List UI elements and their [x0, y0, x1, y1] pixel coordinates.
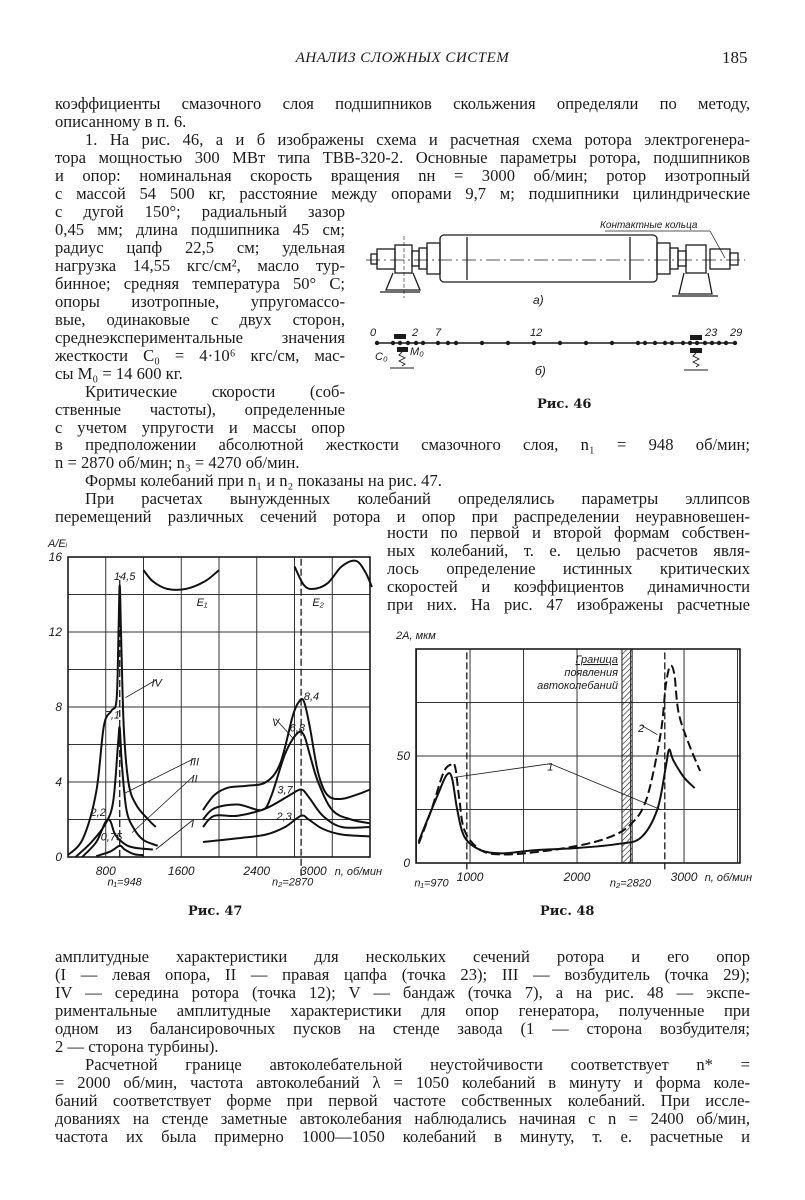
- text-line: При расчетах вынужденных колебаний определялись параметры эллипсов: [85, 489, 750, 508]
- data-annotation: 3,7: [277, 784, 293, 797]
- text-line: риментальные амплитудные характеристики для опор генератора, полученные при: [55, 1001, 750, 1020]
- data-annotation: 8,4: [303, 690, 320, 703]
- data-annotation: 7,1: [104, 709, 121, 722]
- paragraph-block-bottom: [55, 948, 750, 1146]
- text-line: среднеэкспериментальные значения: [55, 328, 345, 347]
- text-line: Критические скорости (соб-: [85, 382, 345, 401]
- text-line: частота их была примерно 1000—1050 колебаний в минуту, т. е. расчетные и: [55, 1127, 750, 1146]
- text-line: дованиях на стенде заметные автоколебания наблюдались начиная с n = 2400 об/мин,: [55, 1109, 750, 1128]
- text-line: вые, одинаковые с двух сторон,: [55, 310, 345, 329]
- node-label: 23: [705, 327, 718, 339]
- y-tick-label: 0: [55, 850, 62, 864]
- text-line: n = 2870 об/мин; n₃ = 4270 об/мин.: [55, 453, 300, 472]
- x-tick-label: 3000: [670, 870, 698, 884]
- data-annotation: III: [189, 756, 200, 769]
- right-spring-icon: [693, 353, 699, 367]
- leader-line: [132, 775, 194, 832]
- text-line: = 2000 об/мин, частота автоколебаний λ = 1050 колебаний в минуту и форма коле-: [55, 1073, 750, 1092]
- boundary-label: появления: [564, 667, 618, 679]
- y-tick-label: 4: [55, 775, 62, 789]
- text-line: ственные частоты), определенные: [55, 400, 345, 419]
- right-pedestal: [679, 273, 712, 294]
- x-tick-label: 1600: [167, 864, 195, 878]
- text-line: ности по первой и второй формам собствен-: [387, 523, 750, 542]
- x-axis-label: n, об/мин: [704, 872, 752, 884]
- data-annotation: E₂: [312, 597, 324, 609]
- text-line: и опор: номинальная скорость вращения nн = 3000 об/мин; ротор изотропный: [55, 166, 750, 185]
- data-annotation: I: [191, 818, 195, 831]
- data-annotation: n₁=970: [414, 877, 449, 890]
- text-line: 0,45 мм; длина подшипника 45 см;: [55, 220, 345, 239]
- text-line: опоры изотропные, упругомассо-: [55, 292, 345, 311]
- text-line: одном из балансировочных пусков на стенде завода (1 — сторона возбудителя;: [55, 1019, 750, 1038]
- text-line: Формы колебаний при n₁ и n₂ показаны на рис. 47.: [85, 471, 442, 490]
- leader-line: [454, 764, 550, 778]
- text-line: тора мощностью 300 МВт типа ТВВ-320-2. Основные параметры ротора, подшипников: [55, 148, 750, 167]
- running-header: АНАЛИЗ СЛОЖНЫХ СИСТЕМ: [295, 50, 510, 66]
- y-tick-label: 50: [396, 749, 410, 763]
- figure-46-caption: Рис. 46: [537, 397, 592, 412]
- text-line: с массой 54 500 кг, расстояние между опорами 9,7 м; подшипники цилиндрические: [55, 184, 750, 203]
- text-line: 1. На рис. 46, а и б изображены схема и расчетная схема ротора электрогенера-: [85, 130, 750, 149]
- text-line: описанному в п. 6.: [55, 112, 187, 131]
- text-line: коэффициенты смазочного слоя подшипников скольжения определяли по методу,: [55, 94, 750, 113]
- text-line: с учетом упругости и массы опор: [55, 418, 345, 437]
- text-line: перемещений различных сечений ротора и опор при распределении неуравновешен-: [55, 507, 750, 526]
- text-line: при них. На рис. 47 изображены расчетные: [387, 595, 750, 614]
- x-tick-label: 2400: [243, 864, 271, 878]
- data-annotation: IV: [151, 677, 162, 690]
- leader-line: [156, 820, 193, 849]
- rotor-body: [440, 235, 657, 282]
- y-tick-label: 8: [55, 700, 62, 714]
- mass-label: M₀: [410, 346, 424, 358]
- data-annotation: II: [191, 773, 198, 786]
- figure-47-caption: Рис. 47: [188, 904, 243, 919]
- text-line: Расчетной границе автоколебательной неустойчивости соответствует n* =: [85, 1055, 750, 1074]
- node-label: 0: [370, 327, 377, 339]
- text-line: амплитудные характеристики для нескольких сечений ротора и его опор: [55, 947, 750, 966]
- text-line: сы M₀ = 14 600 кг.: [55, 364, 183, 383]
- x-tick-label: 800: [95, 864, 116, 878]
- text-line: IV — середина ротора (точка 12); V — бандаж (точка 7), а на рис. 48 — экспе-: [55, 983, 750, 1002]
- x-axis-label: n, об/мин: [334, 866, 382, 878]
- data-annotation: 0,75: [100, 831, 123, 844]
- y-axis-label: A/Eᵢ: [48, 538, 68, 550]
- left-spring-icon: [399, 352, 405, 366]
- series-1-curve: [419, 749, 695, 853]
- node-label: 2: [412, 327, 419, 339]
- right-bearing: [686, 245, 706, 273]
- left-pedestal: [386, 273, 420, 290]
- text-line: лось определение истинных критических: [387, 559, 750, 578]
- text-line: радиус цапф 22,5 см; удельная: [55, 238, 345, 257]
- node-label: 29: [730, 327, 743, 339]
- y-tick-label: 16: [48, 550, 62, 564]
- text-line: 2 — сторона турбины).: [55, 1037, 219, 1056]
- data-annotation: V: [271, 717, 280, 729]
- data-annotation: n₂=2820: [609, 877, 652, 890]
- subfigure-b-label: б): [535, 364, 546, 378]
- text-line: ных колебаний, т. е. целью расчетов явля-: [387, 541, 750, 560]
- text-line: скоростей и коэффициентов динамичности: [387, 577, 750, 596]
- left-support-mass: [394, 334, 406, 339]
- figure-48-chart: [390, 620, 760, 930]
- text-line: баний соответствует форме при первой частоте собственных колебаний. При иссле-: [55, 1091, 750, 1110]
- data-annotation: 1: [547, 761, 554, 774]
- data-annotation: n₂=2870: [272, 876, 314, 889]
- data-annotation: n₁=948: [107, 876, 142, 889]
- paragraph-block-middle: [55, 436, 750, 526]
- text-line: (I — левая опора, II — правая цапфа (точка 23); III — возбудитель (точка 29);: [55, 965, 750, 984]
- data-annotation: 14,5: [113, 570, 136, 583]
- data-annotation: 2,3: [276, 810, 292, 823]
- paragraph-block-right-column: [387, 524, 750, 614]
- text-line: с дугой 150°; радиальный зазор: [55, 202, 345, 221]
- text-line: бинное; средняя температура 50° С;: [55, 274, 345, 293]
- figure-46-rotor-diagram: [0, 0, 805, 420]
- page-number: 185: [722, 48, 748, 67]
- leader-line: [550, 764, 660, 810]
- boundary-label: Граница: [575, 654, 618, 666]
- text-line: жесткости C₀ = 4·10⁶ кгс/см, мас-: [55, 346, 345, 365]
- slip-rings-label: Контактные кольца: [600, 220, 698, 231]
- data-annotation: 2,2: [90, 807, 106, 819]
- right-support-mass: [690, 335, 702, 340]
- subfigure-a-label: а): [533, 293, 544, 307]
- x-tick-label: 1000: [456, 870, 484, 884]
- node-label: 12: [530, 327, 543, 339]
- y-axis-label: 2A, мкм: [396, 630, 436, 642]
- text-line: в предположении абсолютной жесткости смазочного слоя, n₁ = 948 об/мин;: [55, 435, 750, 454]
- slip-rings: [710, 249, 730, 269]
- data-annotation: 2: [638, 723, 645, 736]
- x-tick-label: 2000: [563, 870, 591, 884]
- node-label: 7: [435, 327, 442, 339]
- text-line: нагрузка 14,55 кгс/см², масло тур-: [55, 256, 345, 275]
- series-E2-curve: [295, 561, 372, 589]
- left-bearing: [395, 245, 412, 273]
- stiffness-label: C₀: [375, 351, 388, 363]
- x-tick-label: 3000: [300, 864, 327, 878]
- data-annotation: 6,8: [289, 722, 305, 735]
- y-tick-label: 0: [403, 856, 410, 870]
- boundary-label: автоколебаний: [537, 680, 618, 692]
- y-tick-label: 12: [48, 625, 62, 639]
- figure-47-chart: [40, 530, 380, 930]
- data-annotation: E₁: [196, 597, 208, 609]
- figure-48-caption: Рис. 48: [540, 904, 595, 919]
